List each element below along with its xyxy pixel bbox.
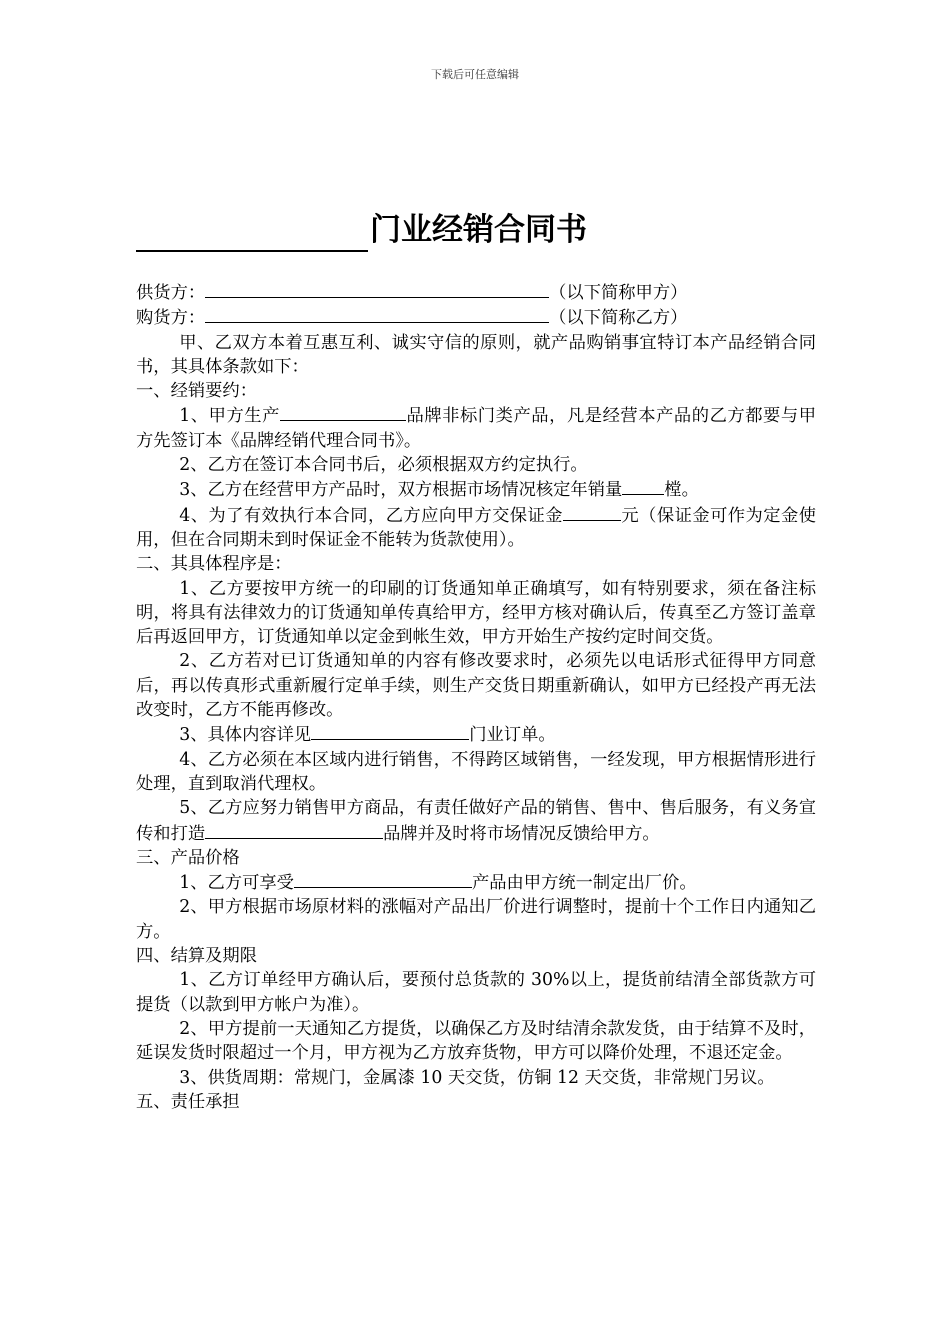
supplier-label: 供货方： bbox=[136, 283, 206, 303]
s1-i3-text-a: 3、乙方在经营甲方产品时，双方根据市场情况核定年销量 bbox=[179, 480, 623, 501]
section-4-item-1: 1、乙方订单经甲方确认后，要预付总货款的 30%以上，提货前结清全部货款方可提货（以款到甲方帐户为准）。 bbox=[136, 970, 816, 1015]
section-2-item-1: 1、乙方要按甲方统一的印刷的订货通知单正确填写，如有特别要求，须在备注标明，将具有法律效力的订货通知单传真给甲方，经甲方核对确认后，传真至乙方签订盖章后再返回甲方，订货通知单以定金到帐生效，甲方开始生产按约定时间交货。 bbox=[136, 578, 816, 648]
section-1-item-2: 2、乙方在签订本合同书后，必须根据双方约定执行。 bbox=[179, 455, 588, 476]
brand-promotion-blank bbox=[205, 821, 383, 839]
s1-i4-text-b: 元（保证金可作为定金使用，但在合同期未到时保证金不能转为货款使用）。 bbox=[136, 505, 816, 550]
title-text: 门业经销合同书 bbox=[370, 212, 587, 248]
deposit-blank bbox=[563, 503, 621, 521]
supplier-blank bbox=[205, 280, 549, 298]
section-1-item-4 bbox=[136, 503, 816, 553]
section-2-item-2: 2、乙方若对已订货通知单的内容有修改要求时，必须先以电话形式征得甲方同意后，再以传真形式重新履行定单手续，则生产交货日期重新确认，如甲方已经投产再无法改变时，乙方不能再修改。 bbox=[136, 651, 816, 721]
s1-i1-text-b: 品牌非标门类产品，凡是经营本产品的乙方都要与甲方先签订本《品牌经销代理合同书》。 bbox=[136, 406, 816, 451]
s1-i4-text-a: 4、为了有效执行本合同，乙方应向甲方交保证金 bbox=[179, 505, 563, 526]
buyer-label: 购货方： bbox=[136, 308, 206, 329]
section-2-item-5 bbox=[136, 796, 816, 846]
title-blank-line bbox=[136, 216, 368, 252]
buyer-blank bbox=[205, 305, 549, 323]
section-2-item-3 bbox=[136, 722, 816, 747]
section-3-item-1 bbox=[136, 870, 816, 895]
buyer-suffix: （以下简称乙方） bbox=[549, 308, 688, 329]
intro-paragraph: 甲、乙双方本着互惠互利、诚实守信的原则，就产品购销事宜特订本产品经销合同书，其具体条款如下： bbox=[136, 332, 816, 377]
buyer-line bbox=[136, 305, 816, 330]
section-1-item-1 bbox=[136, 403, 816, 453]
s2-i3-text-b: 门业订单。 bbox=[469, 725, 556, 746]
contract-body bbox=[136, 280, 816, 1114]
section-4-item-3: 3、供货周期：常规门，金属漆 10 天交货，仿铜 12 天交货，非常规门另议。 bbox=[179, 1067, 775, 1088]
section-4-heading: 四、结算及期限 bbox=[136, 946, 257, 967]
section-3-item-2: 2、甲方根据市场原材料的涨幅对产品出厂价进行调整时，提前十个工作日内通知乙方。 bbox=[136, 897, 816, 942]
s2-i3-text-a: 3、具体内容详见 bbox=[179, 725, 312, 746]
page-header-note: 下载后可任意编辑 bbox=[431, 68, 519, 81]
section-1-item-3 bbox=[136, 477, 816, 502]
sales-volume-blank bbox=[622, 477, 664, 495]
section-4-item-2: 2、甲方提前一天通知乙方提货，以确保乙方及时结清余款发货，由于结算不及时，延误发货时限超过一个月，甲方视为乙方放弃货物，甲方可以降价处理，不退还定金。 bbox=[136, 1018, 816, 1064]
brand-blank bbox=[280, 403, 406, 421]
section-2-item-4: 4、乙方必须在本区域内进行销售，不得跨区域销售，一经发现，甲方根据情形进行处理，直到取消代理权。 bbox=[136, 749, 816, 794]
supplier-line bbox=[136, 280, 816, 305]
s3-i1-text-b: 产品由甲方统一制定出厂价。 bbox=[471, 873, 697, 894]
section-1-heading: 一、经销要约： bbox=[136, 381, 257, 402]
s3-i1-text-a: 1、乙方可享受 bbox=[179, 873, 294, 894]
s1-i1-text-a: 1、甲方生产 bbox=[179, 406, 280, 427]
supplier-suffix: （以下简称甲方） bbox=[549, 283, 688, 303]
s1-i3-text-b: 樘。 bbox=[664, 480, 699, 501]
section-3-heading: 三、产品价格 bbox=[136, 847, 240, 868]
section-5-heading: 五、责任承担 bbox=[136, 1091, 240, 1112]
price-blank bbox=[294, 870, 472, 888]
s2-i5-text-a: 5、乙方应努力销售甲方商品，有责任做好产品的销售、售中、售后服务，有义务宣传和打造 bbox=[136, 798, 816, 844]
document-title bbox=[136, 208, 836, 252]
s2-i5-text-b: 品牌并及时将市场情况反馈给甲方。 bbox=[383, 823, 660, 844]
section-2-heading: 二、其具体程序是： bbox=[136, 554, 292, 575]
order-blank bbox=[311, 722, 469, 740]
